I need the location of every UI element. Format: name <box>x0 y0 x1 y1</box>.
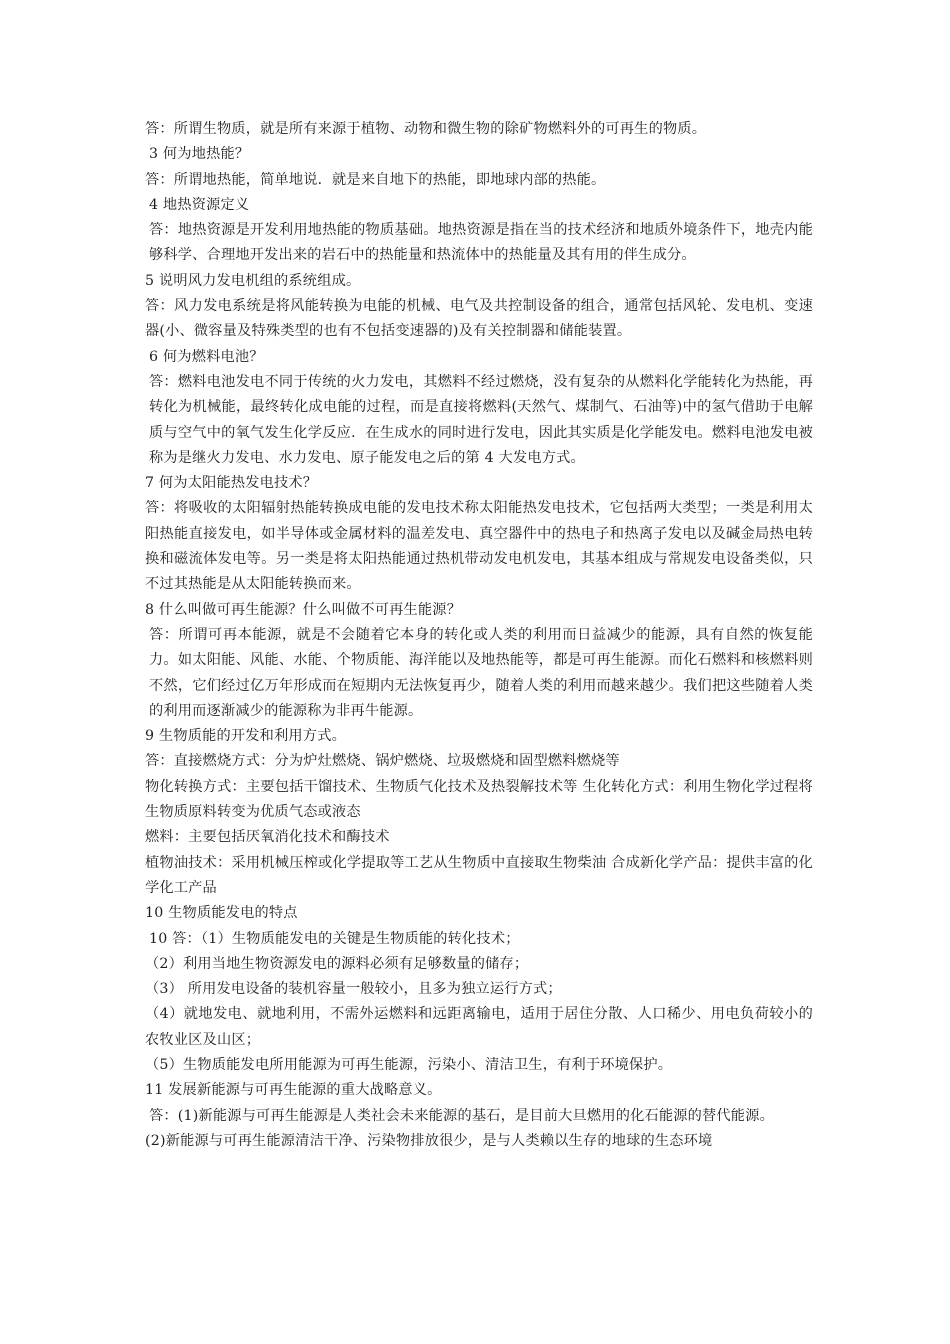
answer-paragraph: 答：所谓生物质，就是所有来源于植物、动物和微生物的除矿物燃料外的可再生的物质。 <box>145 121 707 137</box>
answer-paragraph: （3） 所用发电设备的装机容量一般较小，且多为独立运行方式； <box>145 981 562 998</box>
answer-paragraph: （5）生物质能发电所用能源为可再生能源，污染小、清洁卫生，有利于环境保护。 <box>145 1056 673 1073</box>
question-heading: 3 何为地热能？ <box>149 146 250 163</box>
answer-paragraph: 10 答：（1）生物质能发电的关键是生物质能的转化技术； <box>149 930 520 947</box>
question-heading: 6 何为燃料电池？ <box>149 348 264 365</box>
answer-paragraph: 答：(1)新能源与可再生能源是人类社会未来能源的基石，是目前大旦燃用的化石能源的替代能源。 <box>149 1107 774 1124</box>
answer-paragraph: （2）利用当地生物资源发电的源料必须有足够数量的储存； <box>145 955 529 972</box>
answer-paragraph: 答：地热资源是开发利用地热能的物质基础。地热资源是指在当的技术经济和地质外境条件下，地壳内能够科学、合理地开发出来的岩石中的热能量和热流体中的热能量及其有用的伴生成分。 <box>149 222 813 264</box>
question-heading: 8 什么叫做可再生能源？什么叫做不可再生能源？ <box>145 601 462 618</box>
question-heading: 5 说明风力发电机组的系统组成。 <box>145 272 361 289</box>
answer-paragraph: 答：燃料电池发电不同于传统的火力发电，其燃料不经过燃烧，没有复杂的从燃料化学能转化为热能，再转化为机械能，最终转化成电能的过程，而是直接将燃料(天然气、煤制气、石油等)中的氢气借助于电解质与空气中的氧气发生化学反应．在生成水的同时进行发电，因此其实质是化学能发电。燃料电池发电被称为是继火力发电、水力发电、原子能发电之后的第 4 大发电方式。 <box>149 373 813 466</box>
question-heading: 4 地热资源定义 <box>149 196 250 213</box>
answer-paragraph: 答：直接燃烧方式：分为炉灶燃烧、锅炉燃烧、垃圾燃烧和固型燃料燃烧等 <box>145 753 620 770</box>
answer-paragraph: 答：风力发电系统是将风能转换为电能的机械、电气及共控制设备的组合，通常包括风轮、发电机、变速器(小、微容量及特殊类型的也有不包括变速器的)及有关控制器和储能装置。 <box>145 298 813 340</box>
answer-paragraph: (2)新能源与可再生能源清洁干净、污染物排放很少，是与人类赖以生存的地球的生态环境 <box>145 1132 713 1149</box>
answer-paragraph: 答：所谓地热能，简单地说．就是来自地下的热能，即地球内部的热能。 <box>145 171 606 188</box>
document-page <box>145 117 813 1154</box>
answer-paragraph: 答：所谓可再本能源，就是不会随着它本身的转化或人类的利用而日益减少的能源，具有自然的恢复能力。如太阳能、风能、水能、个物质能、海洋能以及地热能等，都是可再生能源。而化石燃料和核燃料则不然，它们经过亿万年形成而在短期内无法恢复再少，随着人类的利用而越来越少。我们把这些随着人类的利用而逐渐减少的能源称为非再牛能源。 <box>149 626 813 719</box>
answer-paragraph: 物化转换方式：主要包括干馏技术、生物质气化技术及热裂解技术等 生化转化方式：利用生物化学过程将生物质原料转变为优质气态或液态 <box>145 778 813 821</box>
question-heading: 9 生物质能的开发和利用方式。 <box>145 728 346 745</box>
answer-paragraph: 燃料：主要包括厌氧消化技术和酶技术 <box>145 829 390 846</box>
question-heading: 11 发展新能源与可再生能源的重大战略意义。 <box>145 1082 442 1099</box>
answer-paragraph: （4）就地发电、就地利用，不需外运燃料和远距离输电，适用于居住分散、人口稀少、用电负荷较小的农牧业区及山区； <box>145 1006 813 1048</box>
question-heading: 10 生物质能发电的特点 <box>145 905 298 922</box>
answer-paragraph: 植物油技术：采用机械压榨或化学提取等工艺从生物质中直接取生物柴油 合成新化学产品：提供丰富的化学化工产品 <box>145 854 813 896</box>
question-heading: 7 何为太阳能热发电技术？ <box>145 475 318 492</box>
answer-paragraph: 答：将吸收的太阳辐射热能转换成电能的发电技术称太阳能热发电技术，它包括两大类型；一类是利用太阳热能直接发电，如半导体或金属材料的温差发电、真空器件中的热电子和热离子发电以及碱金局热电转换和磁流体发电等。另一类是将太阳热能通过热机带动发电机发电，其基本组成与常规发电设备类似，只不过其热能是从太阳能转换而来。 <box>145 500 813 593</box>
